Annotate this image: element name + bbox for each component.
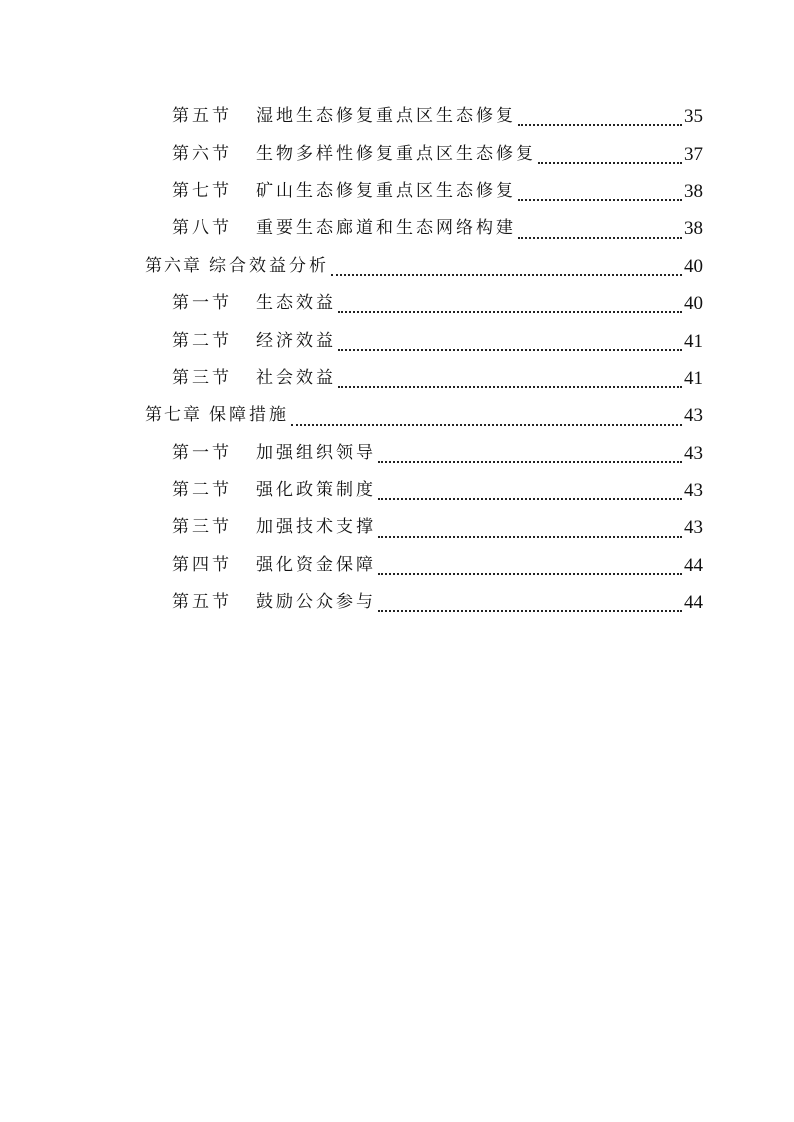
dot-leader (331, 273, 682, 276)
toc-entry-label: 第四节 (172, 554, 232, 575)
toc-entry-page: 43 (684, 517, 703, 539)
toc-entry-page: 40 (684, 255, 703, 277)
toc-entry-label: 第三节 (172, 517, 232, 538)
dot-leader (538, 161, 682, 164)
toc-entry-section[interactable] (0, 472, 794, 509)
toc-entry-section[interactable] (0, 285, 794, 322)
toc-entry-page: 43 (684, 442, 703, 464)
toc-entry-title: 强化政策制度 (256, 480, 376, 501)
toc-entry-section[interactable] (0, 435, 794, 472)
dot-leader (378, 460, 682, 463)
toc-entry-title: 经济效益 (256, 330, 336, 351)
toc-entry-title: 加强技术支撑 (256, 517, 376, 538)
toc-entry-title: 湿地生态修复重点区生态修复 (256, 106, 516, 127)
toc-entry-section[interactable] (0, 135, 794, 172)
toc-entry-title: 强化资金保障 (256, 554, 376, 575)
toc-entry-page: 41 (684, 330, 703, 352)
toc-entry-section[interactable] (0, 509, 794, 546)
toc-entry-section[interactable] (0, 547, 794, 584)
toc-entry-label: 第六节 (172, 143, 232, 164)
dot-leader (378, 535, 682, 538)
toc-entry-label: 第八节 (172, 218, 232, 239)
toc-entry-title: 重要生态廊道和生态网络构建 (256, 218, 516, 239)
toc-entry-chapter[interactable] (0, 248, 794, 285)
toc-entry-label: 第一节 (172, 293, 232, 314)
toc-entry-section[interactable] (0, 173, 794, 210)
toc-entry-title: 生态效益 (256, 293, 336, 314)
toc-entry-title: 矿山生态修复重点区生态修复 (256, 180, 516, 201)
dot-leader (378, 609, 682, 612)
dot-leader (518, 123, 682, 126)
toc-entry-title: 社会效益 (256, 367, 336, 388)
toc-entry-label: 第五节 (172, 106, 232, 127)
dot-leader (378, 497, 682, 500)
dot-leader (291, 423, 682, 426)
toc-entry-section[interactable] (0, 98, 794, 135)
toc-entry-label: 第五节 (172, 592, 232, 613)
toc-entry-label: 第二节 (172, 480, 232, 501)
toc-entry-page: 38 (684, 180, 703, 202)
dot-leader (338, 348, 682, 351)
toc-entry-page: 43 (684, 480, 703, 502)
toc-entry-title: 综合效益分析 (209, 255, 329, 276)
toc-entry-label: 第七章 (145, 405, 202, 426)
toc-entry-page: 40 (684, 293, 703, 315)
toc-entry-page: 37 (684, 143, 703, 165)
toc-entry-page: 41 (684, 367, 703, 389)
toc-entry-page: 38 (684, 218, 703, 240)
toc-entry-title: 加强组织领导 (256, 442, 376, 463)
toc-entry-page: 35 (684, 106, 703, 128)
toc-entry-label: 第二节 (172, 330, 232, 351)
toc-entry-label: 第七节 (172, 180, 232, 201)
dot-leader (338, 385, 682, 388)
toc-entry-section[interactable] (0, 210, 794, 247)
dot-leader (378, 572, 682, 575)
dot-leader (518, 236, 682, 239)
dot-leader (518, 198, 682, 201)
toc-entry-page: 44 (684, 592, 703, 614)
toc-entry-page: 44 (684, 554, 703, 576)
toc-entry-title: 生物多样性修复重点区生态修复 (256, 143, 536, 164)
toc-entry-page: 43 (684, 405, 703, 427)
toc-entry-label: 第六章 (145, 255, 202, 276)
toc-entry-section[interactable] (0, 322, 794, 359)
dot-leader (338, 310, 682, 313)
toc-entry-title: 鼓励公众参与 (256, 592, 376, 613)
table-of-contents (0, 98, 794, 621)
toc-entry-section[interactable] (0, 584, 794, 621)
toc-entry-title: 保障措施 (209, 405, 289, 426)
toc-entry-label: 第三节 (172, 367, 232, 388)
toc-entry-label: 第一节 (172, 442, 232, 463)
toc-entry-section[interactable] (0, 360, 794, 397)
toc-entry-chapter[interactable] (0, 397, 794, 434)
